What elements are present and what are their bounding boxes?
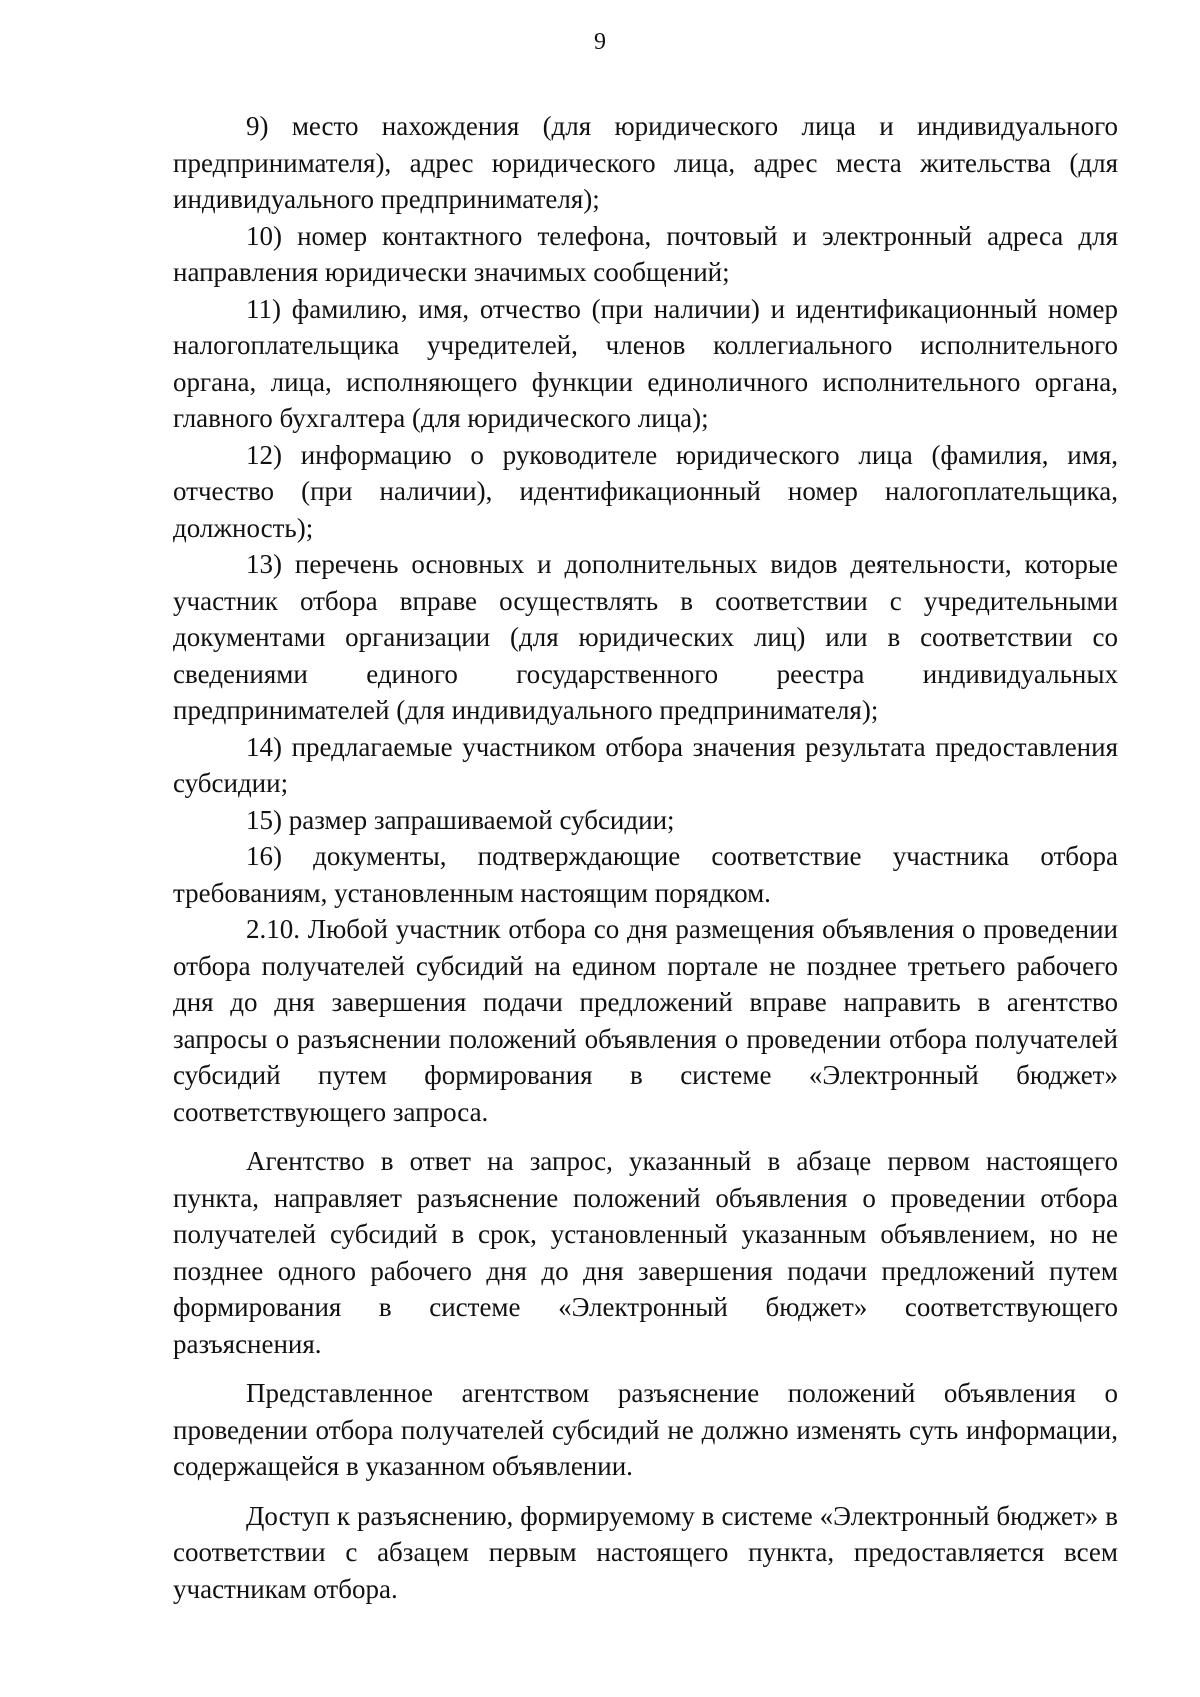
paragraph-item-10: 10) номер контактного телефона, почтовый и электронный адреса для направления юридически значимых сообщений; [173, 220, 1118, 287]
paragraph-item-11: 11) фамилию, имя, отчество (при наличии) и идентификационный номер налогоплательщика учредителей, членов коллегиального исполнительного органа, лица, исполняющего функции единоличного исполнительного органа, главного бухгалтера (для юридического лица); [173, 293, 1118, 433]
paragraph-item-16: 16) документы, подтверждающие соответствие участника отбора требованиям, установленным настоящим порядком. [173, 841, 1118, 908]
paragraph-agency-response: Агентство в ответ на запрос, указанный в абзаце первом настоящего пункта, направляет разъяснение положений объявления о проведении отбора получателей субсидий в срок, установленный указанным объявлением, но не позднее одного рабочего дня до дня завершения подачи предложений путем формирования в системе «Электронный бюджет» соответствующего разъяснения. [173, 1146, 1118, 1359]
page-number: 9 [594, 29, 606, 55]
paragraph-item-13: 13) перечень основных и дополнительных видов деятельности, которые участник отбора вправе осуществлять в соответствии с учредительными документами организации (для юридических лиц) или в соответствии со сведениями единого государственного реестра индивидуальных предпринимателей (для индивидуального предпринимателя); [173, 549, 1118, 725]
document-body [173, 108, 1118, 1607]
paragraph-item-15: 15) размер запрашиваемой субсидии; [246, 804, 675, 835]
paragraph-clause-2-10: 2.10. Любой участник отбора со дня размещения объявления о проведении отбора получателей субсидий на едином портале не позднее третьего рабочего дня до дня завершения подачи предложений вправе направить в агентство запросы о разъяснении положений объявления о проведении отбора получателей субсидий путем формирования в системе «Электронный бюджет» соответствующего запроса. [173, 914, 1118, 1127]
paragraph-item-12: 12) информацию о руководителе юридического лица (фамилия, имя, отчество (при наличии), идентификационный номер налогоплательщика, должность); [173, 439, 1118, 543]
paragraph-clarification-scope: Представленное агентством разъяснение положений объявления о проведении отбора получателей субсидий не должно изменять суть информации, содержащейся в указанном объявлении. [173, 1378, 1118, 1481]
paragraph-item-9: 9) место нахождения (для юридического лица и индивидуального предпринимателя), адрес юридического лица, адрес места жительства (для индивидуального предпринимателя); [173, 111, 1118, 214]
paragraph-clarification-access: Доступ к разъяснению, формируемому в системе «Электронный бюджет» в соответствии с абзацем первым настоящего пункта, предоставляется всем участникам отбора. [173, 1500, 1118, 1604]
paragraph-item-14: 14) предлагаемые участником отбора значения результата предоставления субсидии; [173, 731, 1118, 798]
